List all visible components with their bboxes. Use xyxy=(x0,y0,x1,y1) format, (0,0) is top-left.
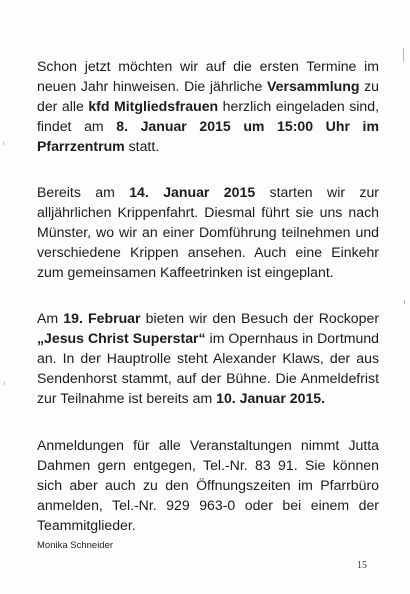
text-segment: starten wir zur alljährlichen Krippenfahrt. Diesmal führt sie uns nach Münster, wo wir an einer Domführung teilnehmen und verschiedene Krippen ansehen. Auch eine Einkehr zum gemeinsamen Kaffeetrinken ist eingeplant. xyxy=(37,184,379,280)
text-segment: im Opernhaus in Dortmund an. In der Hauptrolle steht Alexander Klaws, der aus Sendenhorst stammt, auf der Bühne. Die Anmeldefrist zur Teilnahme ist bereits am xyxy=(37,330,379,406)
bold-text-segment: 10. Januar 2015. xyxy=(216,390,326,406)
text-segment: bieten wir den Besuch der Rockoper xyxy=(140,310,380,326)
scan-mark xyxy=(403,48,404,62)
scan-mark xyxy=(404,300,405,304)
scan-mark xyxy=(4,382,5,385)
bold-text-segment: Versammlung xyxy=(267,78,360,94)
paragraph-krippenfahrt xyxy=(37,182,379,282)
text-segment: Anmeldungen für alle Veranstaltungen nimmt Jutta Dahmen gern entgegen, Tel.-Nr. 83 91. Sie können sich aber auch zu den Öffnungszeiten im Pfarrbüro anmelden, Tel.-Nr. 929 963-0 oder bei einem der Teammitglieder. xyxy=(37,437,379,533)
text-segment: zu der alle xyxy=(37,78,379,114)
bold-text-segment: 14. Januar 2015 xyxy=(129,184,256,200)
text-segment: Am xyxy=(37,310,64,326)
bold-text-segment: „Jesus Christ Superstar“ xyxy=(37,330,206,346)
text-segment: herzlich eingeladen sind, findet am xyxy=(37,98,379,134)
bold-text-segment: 19. Februar xyxy=(63,310,141,326)
scan-mark xyxy=(3,142,4,145)
bold-text-segment: kfd Mitgliedsfrauen xyxy=(88,98,219,114)
text-segment: Schon jetzt möchten wir auf die ersten Termine im neuen Jahr hinweisen. Die jährliche xyxy=(37,58,379,94)
text-segment: Bereits am xyxy=(37,184,130,200)
paragraph-termine-intro xyxy=(37,56,379,156)
page-number: 15 xyxy=(357,560,367,571)
author-signature: Monika Schneider xyxy=(37,540,114,551)
paragraph-anmeldungen xyxy=(37,435,379,535)
paragraph-rockoper xyxy=(37,308,379,408)
text-segment: statt. xyxy=(124,138,160,154)
bold-text-segment: 8. Januar 2015 um 15:00 Uhr im Pfarrzentrum xyxy=(37,118,379,154)
